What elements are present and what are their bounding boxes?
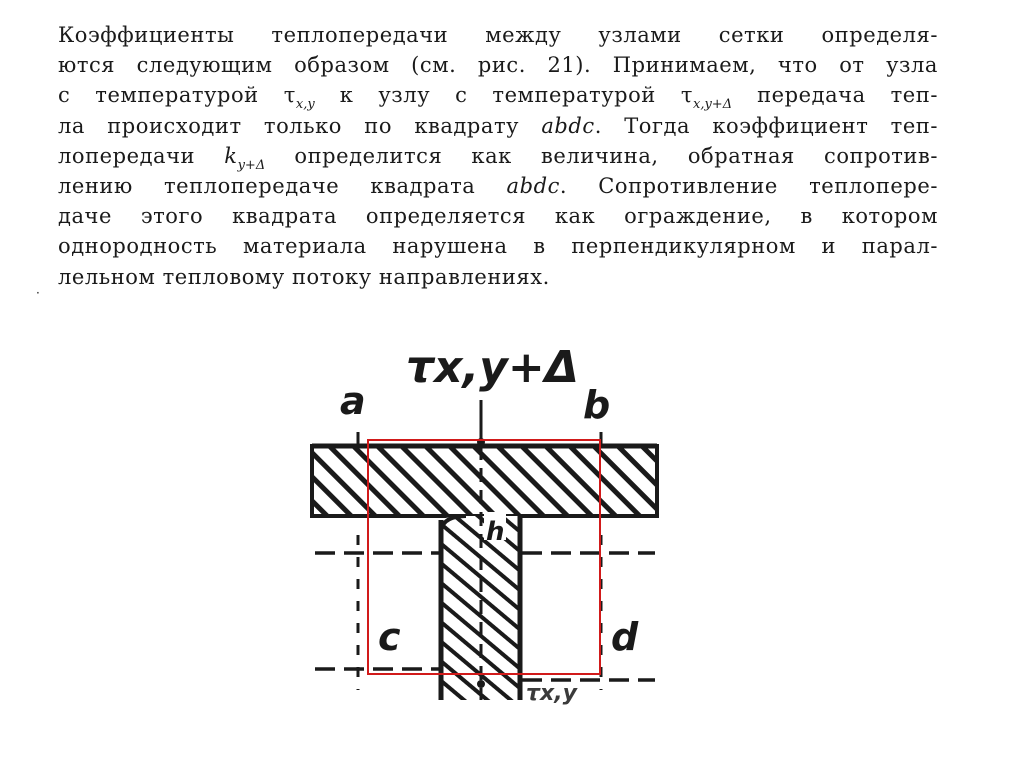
text-run: к узлу с температурой τ xyxy=(314,83,693,108)
text-run: с температурой τ xyxy=(58,83,296,108)
label-corner-d: d xyxy=(611,615,639,659)
text-run: . Тогда коэффициент теп- xyxy=(594,113,938,138)
text-run: даче этого квадрата определяется как ограждение, в котором xyxy=(58,204,938,229)
text-run: . Сопротивление теплопере- xyxy=(559,173,938,198)
horizontal-wall-section xyxy=(312,446,657,516)
text-run: лопередачи xyxy=(58,143,225,168)
label-inner-h: h xyxy=(486,517,505,547)
text-run: ла происходит только по квадрату xyxy=(58,113,542,138)
subscript: x,y+Δ xyxy=(693,97,733,113)
text-run: ются следующим образом (см. рис. 21). Принимаем, что от узла xyxy=(58,53,938,78)
italic-run: abdc xyxy=(506,173,560,198)
text-run: однородность материала нарушена в перпендикулярном и парал- xyxy=(58,234,938,259)
italic-run: k xyxy=(224,143,238,168)
subscript: y+Δ xyxy=(237,157,266,173)
text-run: лельном тепловому потоку направлениях. xyxy=(58,264,550,289)
label-corner-a: a xyxy=(340,379,366,423)
label-corner-c: c xyxy=(378,615,401,659)
text-run: Коэффициенты теплопередачи между узлами сетки определя- xyxy=(58,23,938,47)
label-top-node: τx,y+Δ xyxy=(406,342,579,393)
text-run: передача теп- xyxy=(732,83,938,108)
text-run: лению теплопередаче квадрата xyxy=(58,173,507,198)
subscript: x,y xyxy=(295,97,315,113)
italic-run: abdc xyxy=(541,113,595,138)
label-bottom-node: τx,y xyxy=(526,681,577,706)
margin-dot-mark: · xyxy=(36,286,40,300)
label-corner-b: b xyxy=(583,383,611,427)
bottom-node-dot xyxy=(477,680,485,688)
text-run: определится как величина, обратная сопротив- xyxy=(265,143,938,168)
